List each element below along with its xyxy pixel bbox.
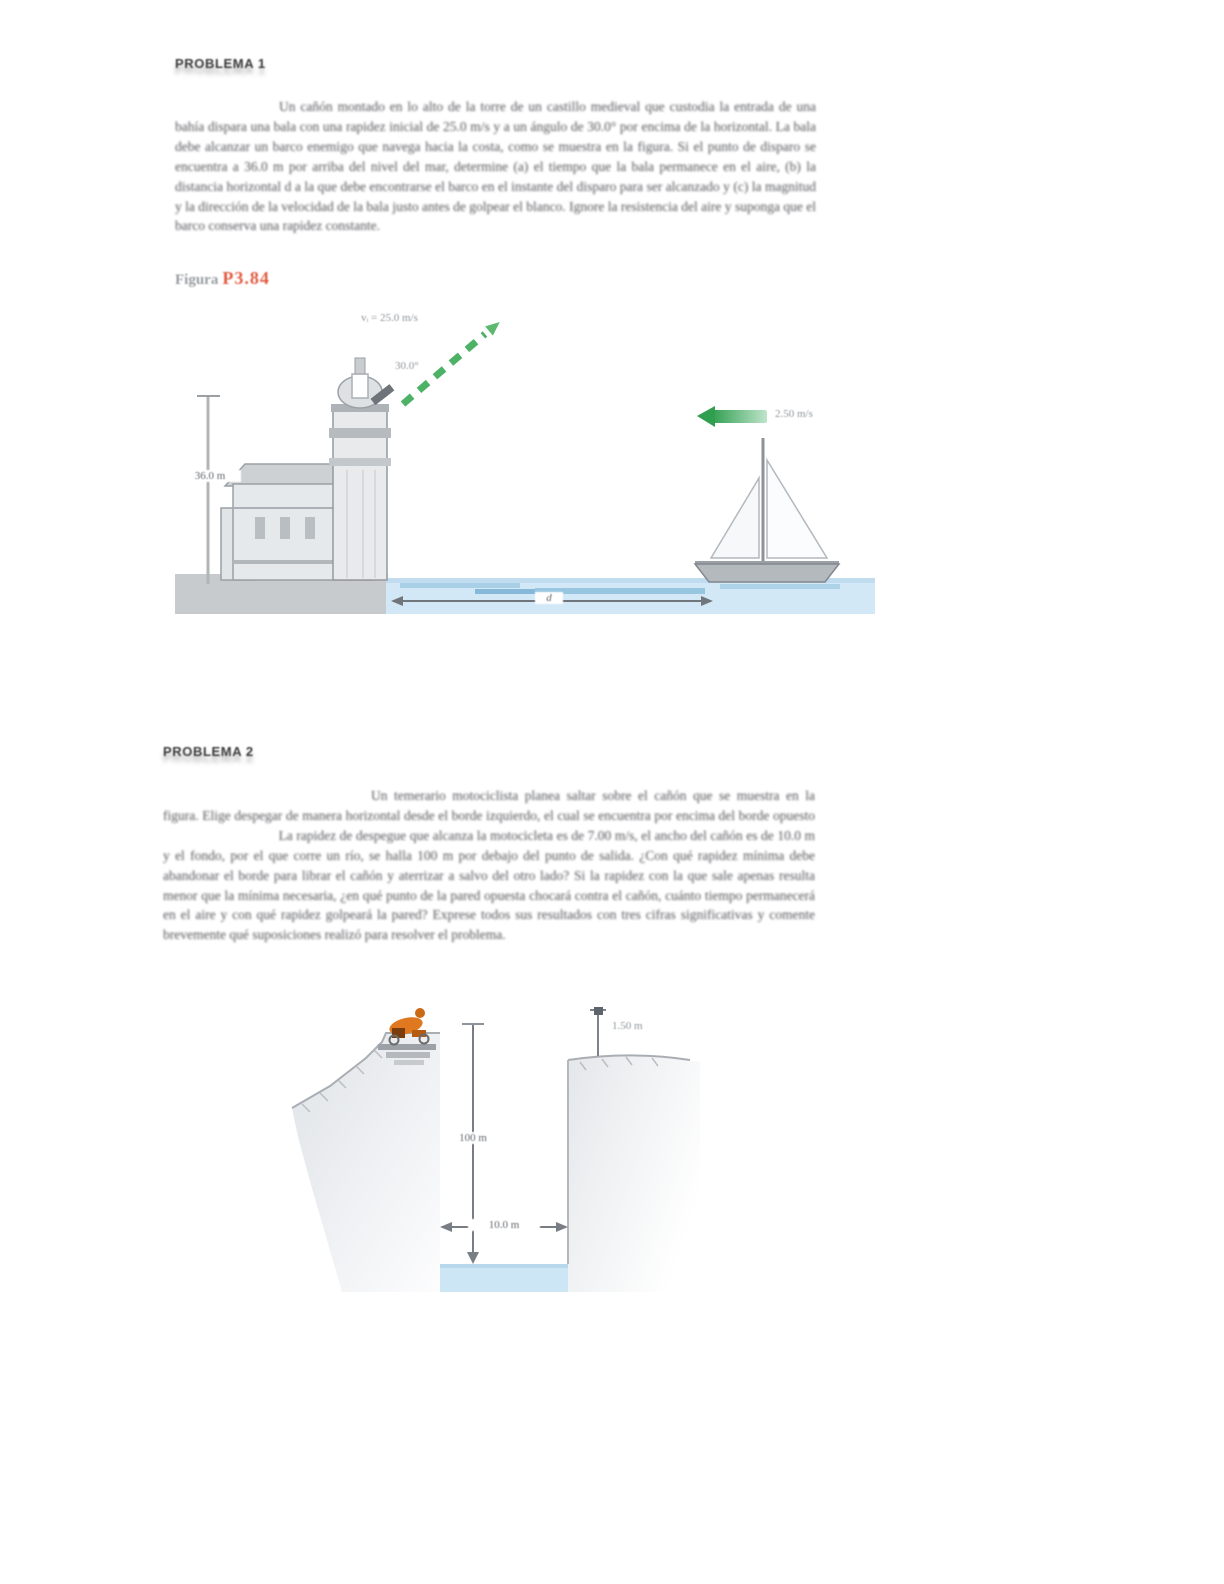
inline-blank-gap	[163, 839, 275, 840]
canyon-width-label: 10.0 m	[468, 1219, 540, 1231]
problem2-heading: PROBLEMA 2	[163, 744, 254, 759]
river-water	[440, 1264, 568, 1292]
problem2-text	[163, 786, 815, 945]
tower-height-label: 36.0 m	[179, 470, 241, 482]
castle	[221, 358, 394, 580]
rim-drop-marker	[590, 1007, 606, 1056]
left-cliff	[292, 1033, 440, 1292]
figure2-canyon	[290, 1000, 700, 1292]
ship-speed-arrow	[697, 406, 767, 427]
problem2-text-part1: Un temerario motociclista planea saltar sobre el cañón que se muestra en la figura. Elige despegar de manera horizontal desde el borde izquierdo, el cual se encuentra por encima del borde opuesto	[163, 788, 815, 823]
figure1-caption-word: Figura	[175, 272, 219, 288]
figure1-canvas	[175, 312, 890, 617]
figure1-castle-harbor	[175, 312, 890, 617]
height-measure-line	[197, 396, 220, 584]
problem2-text-part2: La rapidez de despegue que alcanza la motocicleta es de 7.00 m/s, el ancho del cañón es de 10.0 m y el fondo, por el que corre un río, se halla 100 m por debajo del punto de salida. ¿Con qué rapidez mínima debe abandonar el borde para librar el cañón y aterrizar a salvo del otro lado? Si la rapidez con la que sale apenas resulta menor que la mínima necesaria, ¿en qué punto de la pared opuesta chocará contra el cañón, cuánto tiempo permanecerá en el aire y con qué rapidez golpeará la pared? Exprese todos sus resultados con tres cifras significativas y comente brevemente qué suposiciones realizó para resolver el problema.	[163, 827, 815, 943]
canyon-depth-label: 100 m	[442, 1132, 504, 1144]
rim-drop-label: 1.50 m	[612, 1020, 643, 1032]
initial-velocity-label: vᵢ = 25.0 m/s	[361, 312, 418, 324]
figure1-caption-ref: P3.84	[222, 268, 270, 288]
ship-speed-label: 2.50 m/s	[775, 408, 813, 420]
figure1-caption	[175, 268, 270, 289]
sailboat	[695, 438, 839, 582]
right-cliff	[568, 1056, 700, 1293]
problem1-text: Un cañón montado en lo alto de la torre de un castillo medieval que custodia la entrada de una bahía dispara una bala con una rapidez inicial de 25.0 m/s y a un ángulo de 30.0° por encima de la horizontal. La bala debe alcanzar un barco enemigo que navega hacia la costa, como se muestra en la figura. Si el punto de disparo se encuentra a 36.0 m por arriba del nivel del mar, determine (a) el tiempo que la bala permanece en el aire, (b) la distancia horizontal d a la que debe encontrarse el barco en el instante del disparo para ser alcanzado y (c) la magnitud y la dirección de la velocidad de la bala justo antes de golpear el blanco. Ignore la resistencia del aire y suponga que el barco conserva una rapidez constante.	[175, 99, 816, 234]
sea-water	[386, 578, 875, 614]
launch-angle-label: 30.0°	[395, 360, 419, 372]
figure2-canvas	[290, 1000, 700, 1292]
range-distance-label: d	[535, 592, 563, 604]
problem1-heading: PROBLEMA 1	[175, 56, 266, 71]
